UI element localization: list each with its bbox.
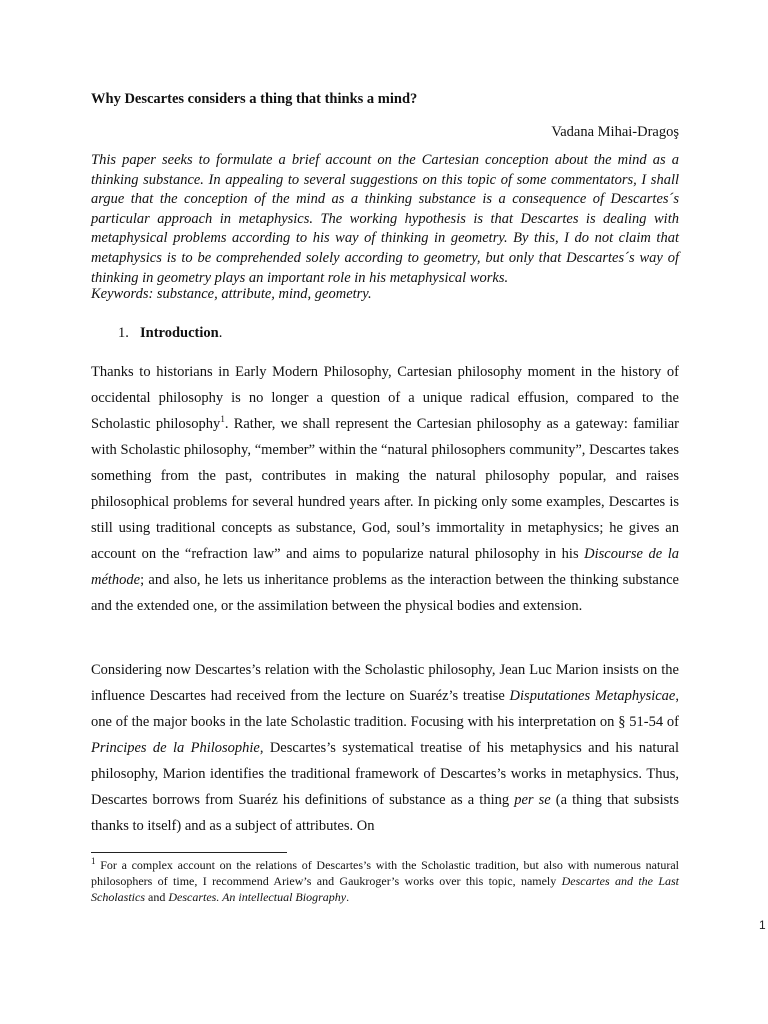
abstract: This paper seeks to formulate a brief account on the Cartesian conception about the mind as a thinking substance. In appealing to several suggestions on this topic of some commentators, I shall argue that the conception of the mind as a thinking substance is a consequence of Descartes´s particular approach in metaphysics. The working hypothesis is that Descartes is dealing with metaphysical problems according to his way of thinking in geometry. By this, I do not claim that metaphysics is to be comprehended solely according to geometry, but only that Descartes´s way of thinking in geometry plays an important role in his metaphysical works. xyxy=(91,152,679,286)
footnote-mark: 1 xyxy=(91,856,96,866)
section-title-period: . xyxy=(218,325,223,341)
document-page xyxy=(91,0,766,1024)
book-title: Discourse de la méthode xyxy=(91,546,679,588)
keywords: Keywords: substance, attribute, mind, geometry. xyxy=(91,286,372,302)
paragraph-text: Thanks to historians in Early Modern Philosophy, Cartesian philosophy moment in the history of occidental philosophy is no longer a question of a unique radical effusion, compared to the Scholastic philosophy xyxy=(91,364,679,432)
book-title: Principes de la Philosophie xyxy=(91,740,260,756)
paper-title: Why Descartes considers a thing that thinks a mind? xyxy=(91,91,418,107)
paragraph-text: , Descartes’s systematical treatise of his metaphysics and his natural philosophy, Marion identifies the traditional framework of Descartes’s works in metaphysics. Thus, Descartes borrows from Suaréz his definitions of substance as a thing xyxy=(91,740,679,808)
body-paragraph-1 xyxy=(91,359,679,619)
paragraph-text: Considering now Descartes’s relation with the Scholastic philosophy, Jean Luc Marion insists on the influence Descartes had received from the lecture on Suaréz’s treatise xyxy=(91,662,679,704)
footnote-reference: 1 xyxy=(220,414,225,425)
footnote xyxy=(91,857,679,905)
book-title: Descartes and the Last Scholastics xyxy=(91,874,680,904)
page-number: 1 xyxy=(759,918,766,932)
body-paragraph-2 xyxy=(91,657,679,839)
paragraph-text: (a thing that subsists thanks to itself) and as a subject of attributes. On xyxy=(91,792,679,834)
paragraph-text: . Rather, we shall represent the Cartesian philosophy as a gateway: familiar with Scholastic philosophy, “member” within the “natural philosophers community”, Descartes takes something from the past, contributes in making the natural philosophy popular, and raises philosophical problems for several hundred years after. In picking only some examples, Descartes is still using traditional concepts as substance, God, soul’s immortality in metaphysics; he gives an account on the “refraction law” and aims to popularize natural philosophy in his xyxy=(91,416,679,562)
footnote-separator xyxy=(91,852,287,853)
book-title: Disputationes Metaphysicae xyxy=(509,688,676,704)
section-title: Introduction xyxy=(140,325,219,341)
footnote-text: For a complex account on the relations of Descartes’s with the Scholastic tradition, but also with numerous natural philosophers of time, I recommend Ariew’s and Gaukroger’s works over this topic, namely xyxy=(91,858,679,888)
footnote-text: . xyxy=(346,890,350,904)
section-number: 1. xyxy=(118,325,129,341)
footnote-text: and xyxy=(145,890,169,904)
paragraph-text: , one of the major books in the late Scholastic tradition. Focusing with his interpretation on § 51-54 of xyxy=(91,688,679,730)
paragraph-text: ; and also, he lets us inheritance problems as the interaction between the thinking substance and the extended one, or the assimilation between the physical bodies and extension. xyxy=(91,572,679,614)
section-heading xyxy=(118,325,222,342)
book-title: Descartes. An intellectual Biography xyxy=(168,890,347,904)
author-name: Vadana Mihai-Dragoş xyxy=(551,124,679,140)
latin-term: per se xyxy=(514,792,551,808)
